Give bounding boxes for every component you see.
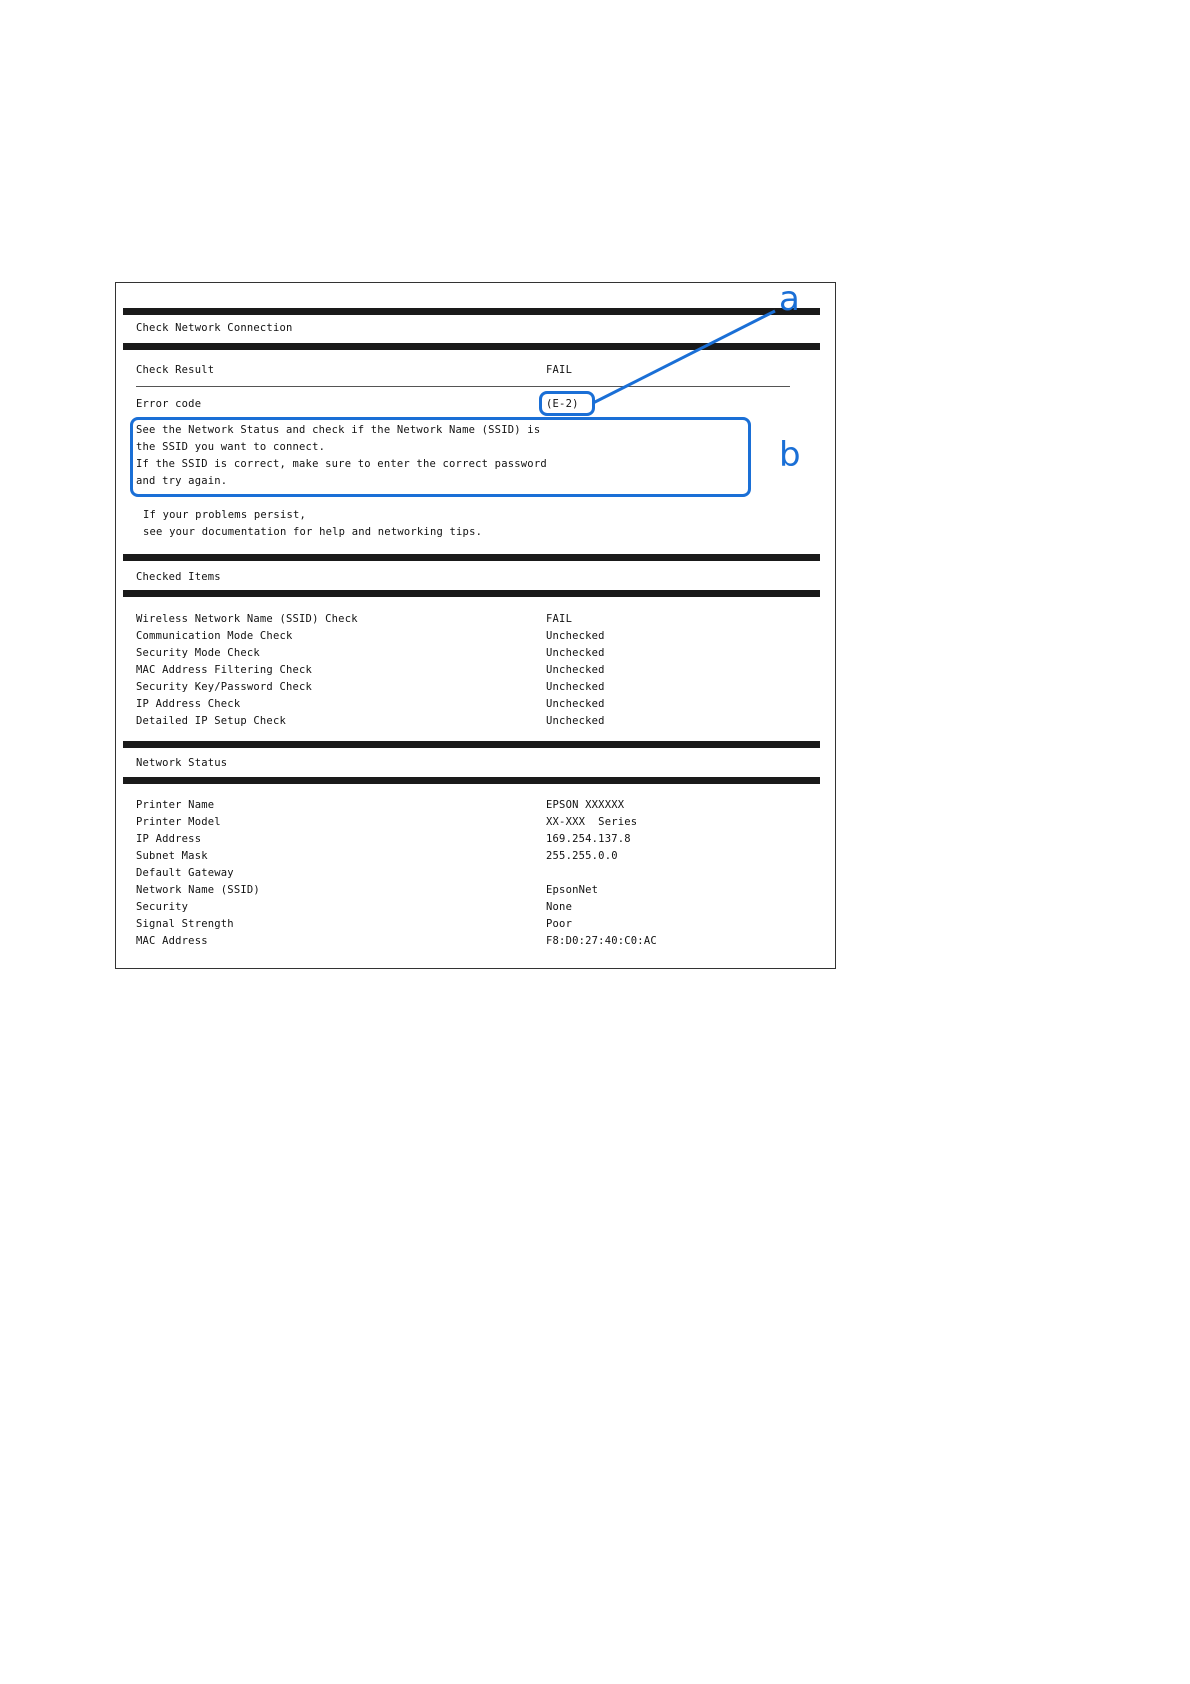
result-divider xyxy=(136,386,790,387)
checked-item-label: Detailed IP Setup Check xyxy=(136,715,286,727)
checked-item-label: Communication Mode Check xyxy=(136,630,293,642)
network-status-label: IP Address xyxy=(136,833,202,845)
network-status-label: Security xyxy=(136,901,189,913)
annotation-label-a: a xyxy=(779,279,800,319)
message-line: If the SSID is correct, make sure to enter the correct password xyxy=(136,458,547,470)
network-status-row xyxy=(136,916,815,933)
network-status-value: F8:D0:27:40:C0:AC xyxy=(546,935,657,947)
network-status-top-bar xyxy=(123,741,820,748)
checked-item-label: MAC Address Filtering Check xyxy=(136,664,313,676)
message-line: and try again. xyxy=(136,475,228,487)
network-status-row xyxy=(136,882,815,899)
network-status-label: Printer Name xyxy=(136,799,215,811)
checked-item-label: Security Key/Password Check xyxy=(136,681,313,693)
error-code-value: (E-2) xyxy=(546,398,579,410)
network-connection-report xyxy=(115,279,836,969)
checked-item-row xyxy=(136,645,815,662)
checked-items-bottom-bar xyxy=(123,590,820,597)
checked-item-row xyxy=(136,611,815,628)
checked-item-row xyxy=(136,679,815,696)
network-status-row xyxy=(136,899,815,916)
error-code-highlight-box xyxy=(539,391,595,416)
error-code-row xyxy=(136,396,815,413)
check-result-row xyxy=(136,362,815,379)
checked-item-label: IP Address Check xyxy=(136,698,241,710)
network-status-value: 255.255.0.0 xyxy=(546,850,618,862)
network-status-row xyxy=(136,831,815,848)
message-highlight-box xyxy=(130,417,751,497)
check-result-label: Check Result xyxy=(136,364,215,376)
message-line: See the Network Status and check if the Network Name (SSID) is xyxy=(136,424,541,436)
checked-item-value: Unchecked xyxy=(546,681,605,693)
network-status-value: EPSON XXXXXX xyxy=(546,799,625,811)
help-line: see your documentation for help and networking tips. xyxy=(143,526,483,538)
checked-item-value: Unchecked xyxy=(546,715,605,727)
network-status-row xyxy=(136,865,815,882)
checked-items-top-bar xyxy=(123,554,820,561)
check-result-value: FAIL xyxy=(546,364,573,376)
checked-item-label: Wireless Network Name (SSID) Check xyxy=(136,613,358,625)
network-status-row xyxy=(136,797,815,814)
network-status-label: Signal Strength xyxy=(136,918,234,930)
network-status-row xyxy=(136,933,815,950)
network-status-value: Poor xyxy=(546,918,573,930)
network-status-bottom-bar xyxy=(123,777,820,784)
checked-items-heading: Checked Items xyxy=(136,571,221,583)
checked-item-value: Unchecked xyxy=(546,647,605,659)
network-status-value: 169.254.137.8 xyxy=(546,833,631,845)
network-status-row xyxy=(136,814,815,831)
network-status-value: EpsonNet xyxy=(546,884,599,896)
network-status-label: Printer Model xyxy=(136,816,221,828)
checked-item-row xyxy=(136,662,815,679)
checked-item-label: Security Mode Check xyxy=(136,647,260,659)
checked-item-value: Unchecked xyxy=(546,664,605,676)
network-status-label: MAC Address xyxy=(136,935,208,947)
header-top-bar xyxy=(123,308,820,315)
checked-item-row xyxy=(136,713,815,730)
error-code-label: Error code xyxy=(136,398,202,410)
network-status-heading: Network Status xyxy=(136,757,228,769)
help-line: If your problems persist, xyxy=(143,509,307,521)
network-status-label: Network Name (SSID) xyxy=(136,884,260,896)
checked-item-value: FAIL xyxy=(546,613,573,625)
report-title: Check Network Connection xyxy=(136,322,293,334)
network-status-label: Default Gateway xyxy=(136,867,234,879)
network-status-value: XX-XXX Series xyxy=(546,816,638,828)
header-bottom-bar xyxy=(123,343,820,350)
annotation-label-b: b xyxy=(779,435,801,475)
checked-item-row xyxy=(136,696,815,713)
checked-item-value: Unchecked xyxy=(546,698,605,710)
message-line: the SSID you want to connect. xyxy=(136,441,326,453)
checked-item-value: Unchecked xyxy=(546,630,605,642)
network-status-value: None xyxy=(546,901,573,913)
network-status-row xyxy=(136,848,815,865)
checked-item-row xyxy=(136,628,815,645)
network-status-label: Subnet Mask xyxy=(136,850,208,862)
